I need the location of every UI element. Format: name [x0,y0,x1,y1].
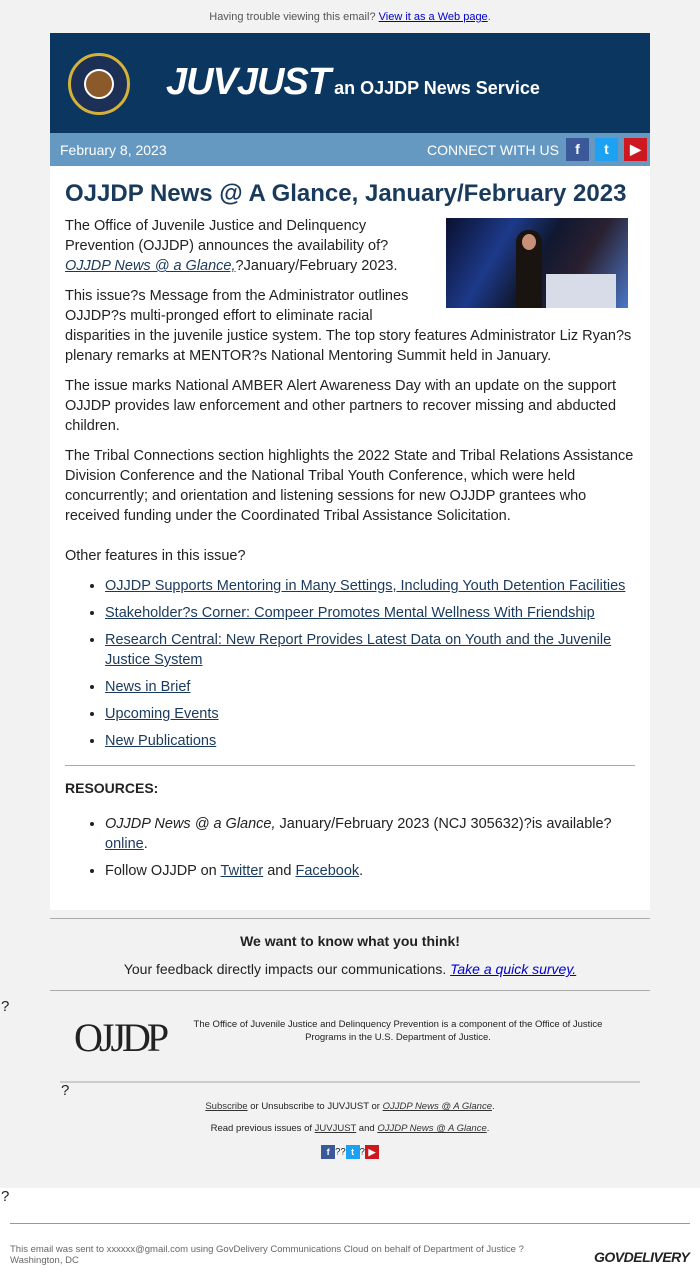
follow-text: Follow OJJDP on [105,863,221,879]
list-item [105,630,635,670]
subscribe-line: Subscribe or Unsubscribe to JUVJUST or OJJDP News @ A Glance. [205,1101,495,1112]
list-item [105,704,635,724]
glance-archive-link[interactable]: OJJDP News @ A Glance [377,1123,487,1134]
online-link[interactable]: online [105,836,144,852]
feedback-text [50,961,650,977]
juvjust-archive-link[interactable]: JUVJUST [314,1123,357,1134]
feature-link[interactable]: OJJDP Supports Mentoring in Many Settings, Including Youth Detention Facilities [105,578,626,594]
other-features-label: Other features in this issue? [65,548,246,564]
brand [166,61,540,104]
paragraph-3: The issue marks National AMBER Alert Awareness Day with an update on the support OJJDP provides law enforcement and other partners to recover missing and abducted children. [65,378,617,434]
preheader-text: Having trouble viewing this email? [209,11,376,23]
youtube-icon[interactable]: ▶ [624,138,647,161]
placeholder-char: ?? [335,1146,346,1158]
feature-link[interactable]: Stakeholder?s Corner: Compeer Promotes Mental Wellness With Friendship [105,605,595,621]
publication-title: OJJDP News @ a Glance, [105,816,276,832]
newsletter-card [50,33,650,910]
doj-seal-icon [68,53,130,115]
resources-heading: RESOURCES: [65,780,159,796]
connect-label: CONNECT WITH US [427,142,559,158]
placeholder-char: ? [1,1188,10,1205]
read-text: Read previous issues of [210,1123,315,1134]
paragraph-4: The Tribal Connections section highlights the 2022 State and Tribal Relations Assistance Division Conference and the National Tribal Youth Conference, which were held concurrently; and orientation and listening sessions for new OJJDP grantees who received funding under the Coordinated Tribal Assistance Solicitation. [65,448,634,524]
feedback-body: Your feedback directly impacts our communications. [123,961,451,977]
footer-social [0,1145,700,1159]
feedback-title: We want to know what you think! [240,933,460,949]
and-text: and [263,863,296,879]
glance-link[interactable]: OJJDP News @ a Glance, [65,258,236,274]
date-bar [50,133,650,166]
twitter-icon[interactable]: t [595,138,618,161]
placeholder-char: ? [1,998,10,1015]
subscribe-link[interactable]: Subscribe [205,1101,248,1112]
header-banner [50,33,650,133]
list-item: • OJJDP News @ a Glance, January/February 2023 (NCJ 305632)?is available? online. [105,814,635,854]
survey-link[interactable]: Take a quick survey. [450,961,577,977]
divider [10,1223,690,1224]
previous-issues-line: Read previous issues of JUVJUST and OJJDP News @ A Glance. [210,1123,490,1134]
intro-text: The Office of Juvenile Justice and Delinquency Prevention (OJJDP) announces the availability of? [65,218,389,254]
list-item [105,861,635,881]
sent-notice: This email was sent to xxxxxx@gmail.com using GovDelivery Communications Cloud on behalf of Department of Justice ? Washington, DC [10,1244,524,1266]
divider [50,990,650,991]
placeholder-char: ? [359,1146,365,1158]
twitter-icon[interactable]: t [346,1145,360,1159]
ojjdp-logo: OJJDP [74,1015,166,1060]
list-item [105,603,635,623]
speaker-photo [446,218,628,308]
list-item [105,731,635,751]
issue-date: February 8, 2023 [60,142,167,158]
list-item [105,576,635,596]
article-title: OJJDP News @ A Glance, January/February 2023 [65,180,627,207]
resources-list [105,814,635,881]
and-text: and [356,1123,378,1134]
placeholder-char: ? [61,1082,70,1099]
brand-name: JUVJUST [166,61,331,103]
facebook-icon[interactable]: f [566,138,589,161]
brand-tagline: an OJJDP News Service [334,78,540,98]
about-text: The Office of Juvenile Justice and Delinquency Prevention is a component of the Office of Justice Programs in the U.S. Department of Justice. [193,1019,603,1043]
feature-link[interactable]: Upcoming Events [105,706,219,722]
view-web-link[interactable]: View it as a Web page [378,11,488,23]
list-item [105,677,635,697]
period: . [487,11,491,23]
twitter-link[interactable]: Twitter [220,863,264,879]
intro-text-end: ?January/February 2023. [235,258,398,274]
feature-link[interactable]: Research Central: New Report Provides Latest Data on Youth and the Juvenile Justice System [105,632,612,668]
feature-link[interactable]: New Publications [105,733,217,749]
article-body [50,166,650,881]
feedback-section [50,918,650,977]
paragraph-2: This issue?s Message from the Administrator outlines OJJDP?s multi-pronged effort to eliminate racial disparities in the juvenile justice system. The top story features Administrator Liz Ryan?s plenary remarks at MENTOR?s National Mentoring Summit held in January. [65,288,632,364]
glance-subscribe-link[interactable]: OJJDP News @ A Glance [382,1101,492,1112]
publication-text: January/February 2023 (NCJ 305632)?is available? [275,816,612,832]
divider [60,1081,640,1083]
period: . [359,863,364,879]
youtube-icon[interactable]: ▶ [365,1145,379,1159]
divider [65,765,635,766]
features-list [105,576,635,751]
feature-link[interactable]: News in Brief [105,679,191,695]
preheader [0,11,700,23]
govdelivery-logo: GOVDELIVERY [594,1249,690,1265]
subscribe-text: or Unsubscribe to JUVJUST or [247,1101,383,1112]
facebook-icon[interactable]: f [321,1145,335,1159]
facebook-link[interactable]: Facebook [295,863,360,879]
